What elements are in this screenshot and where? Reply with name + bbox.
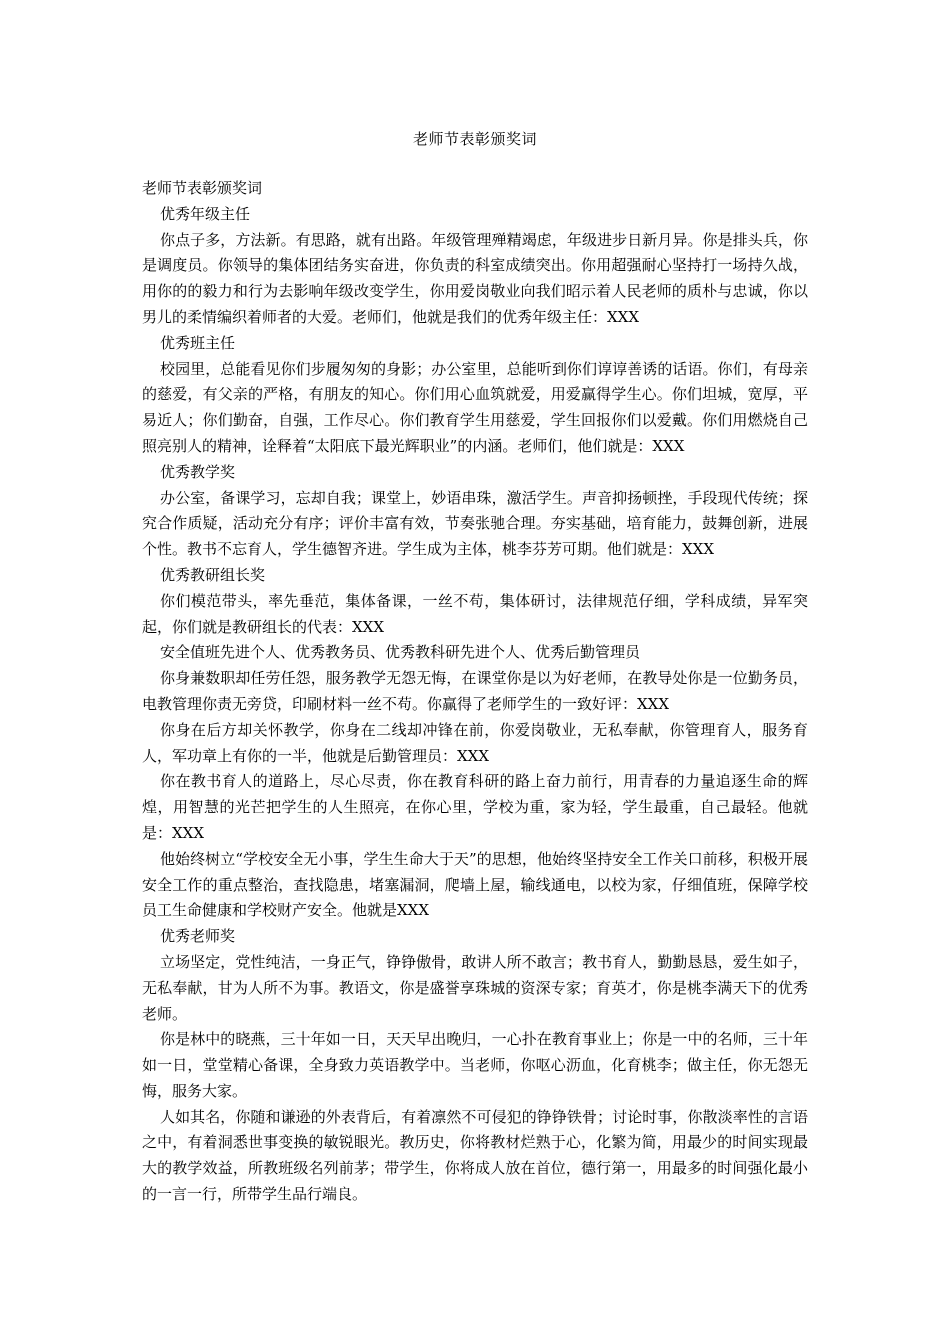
document-title: 老师节表彰颁奖词 xyxy=(412,130,537,148)
paragraph-staff-award-3: 你在教书育人的道路上，尽心尽责，你在教育科研的路上奋力前行，用青春的力量追逐生命的辉煌，用智慧的光芒把学生的人生照亮，在你心里，学校为重，家为轻，学生最重，自己最轻。他就是：XXX xyxy=(142,772,808,842)
paragraph-staff-award-4: 他始终树立“学校安全无小事，学生生命大于天”的思想，他始终坚持安全工作关口前移，积极开展安全工作的重点整治，查找隐患，堵塞漏洞，爬墙上屋，输线通电，以校为家，仔细值班，保障学校员工生命健康和学校财产安全。他就是XXX xyxy=(142,849,808,920)
paragraph-staff-award-1: 你身兼数职却任劳任怨，服务教学无怨无悔，在课堂你是以为好老师，在教导处你是一位勤务员，电教管理你责无旁贷，印刷材料一丝不苟。你赢得了老师学生的一致好评：XXX xyxy=(142,669,808,713)
paragraph-grade-director: 你点子多，方法新。有思路，就有出路。年级管理殚精竭虑，年级进步日新月异。你是排头兵，你是调度员。你领导的集体团结务实奋进，你负责的科室成绩突出。你用超强耐心坚持打一场持久战，用你的的毅力和行为去影响年级改变学生，你用爱岗敬业向我们昭示着人民老师的质朴与忠诚，你以男儿的柔情编织着师者的大爱。老师们，他就是我们的优秀年级主任：XXX xyxy=(142,230,808,326)
section-heading-excellent-teacher: 优秀老师奖 xyxy=(160,927,236,946)
section-heading-research-leader: 优秀教研组长奖 xyxy=(160,565,266,584)
document-body xyxy=(142,176,808,1208)
paragraph-teaching-award: 办公室，备课学习，忘却自我；课堂上，妙语串珠，激活学生。声音抑扬顿挫，手段现代传统；探究合作质疑，活动充分有序；评价丰富有效，节奏张驰合理。夯实基础，培育能力，鼓舞创新，进展个性。教书不忘育人，学生德智齐进。学生成为主体，桃李芬芳可期。他们就是：XXX xyxy=(142,488,808,559)
section-heading-teaching-award: 优秀教学奖 xyxy=(160,462,236,481)
section-heading-staff-awards: 安全值班先进个人、优秀教务员、优秀教科研先进个人、优秀后勤管理员 xyxy=(160,643,641,662)
section-heading-class-teacher: 优秀班主任 xyxy=(160,333,236,352)
paragraph-excellent-teacher-1: 立场坚定，党性纯洁，一身正气，铮铮傲骨，敢讲人所不敢言；教书育人，勤勤恳恳，爱生如子，无私奉献，甘为人所不为事。教语文，你是盛誉享珠城的资深专家；育英才，你是桃李满天下的优秀老师。 xyxy=(142,952,808,1023)
paragraph-excellent-teacher-3: 人如其名，你随和谦逊的外表背后，有着凛然不可侵犯的铮铮铁骨；讨论时事，你散淡率性的言语之中，有着洞悉世事变换的敏锐眼光。教历史，你将教材烂熟于心，化繁为简，用最少的时间实现最大的教学效益，所教班级名列前茅；带学生，你将成人放在首位，德行第一，用最多的时间强化最小的一言一行，所带学生品行端良。 xyxy=(142,1107,808,1204)
paragraph-class-teacher: 校园里，总能看见你们步履匆匆的身影；办公室里，总能听到你们谆谆善诱的话语。你们，有母亲的慈爱，有父亲的严格，有朋友的知心。你们用心血筑就爱，用爱赢得学生心。你们坦城，宽厚，平易近人；你们勤奋，自强，工作尽心。你们教育学生用慈爱，学生回报你们以爱戴。你们用燃烧自己照亮别人的精神，诠释着“太阳底下最光辉职业”的内涵。老师们，他们就是：XXX xyxy=(142,359,808,455)
paragraph-research-leader: 你们模范带头，率先垂范，集体备课，一丝不苟，集体研讨，法律规范仔细，学科成绩，异军突起，你们就是教研组长的代表：XXX xyxy=(142,591,808,636)
paragraph-excellent-teacher-2: 你是林中的晓燕，三十年如一日，天天早出晚归，一心扑在教育事业上；你是一中的名师，三十年如一日，堂堂精心备课，全身致力英语教学中。当老师，你呕心沥血，化育桃李；做主任，你无怨无悔，服务大家。 xyxy=(142,1030,808,1100)
paragraph-staff-award-2: 你身在后方却关怀教学，你身在二线却冲锋在前，你爱岗敬业，无私奉献，你管理育人，服务育人，军功章上有你的一半，他就是后勤管理员：XXX xyxy=(142,720,808,765)
body-heading: 老师节表彰颁奖词 xyxy=(142,179,263,197)
section-heading-grade-director: 优秀年级主任 xyxy=(160,204,251,223)
